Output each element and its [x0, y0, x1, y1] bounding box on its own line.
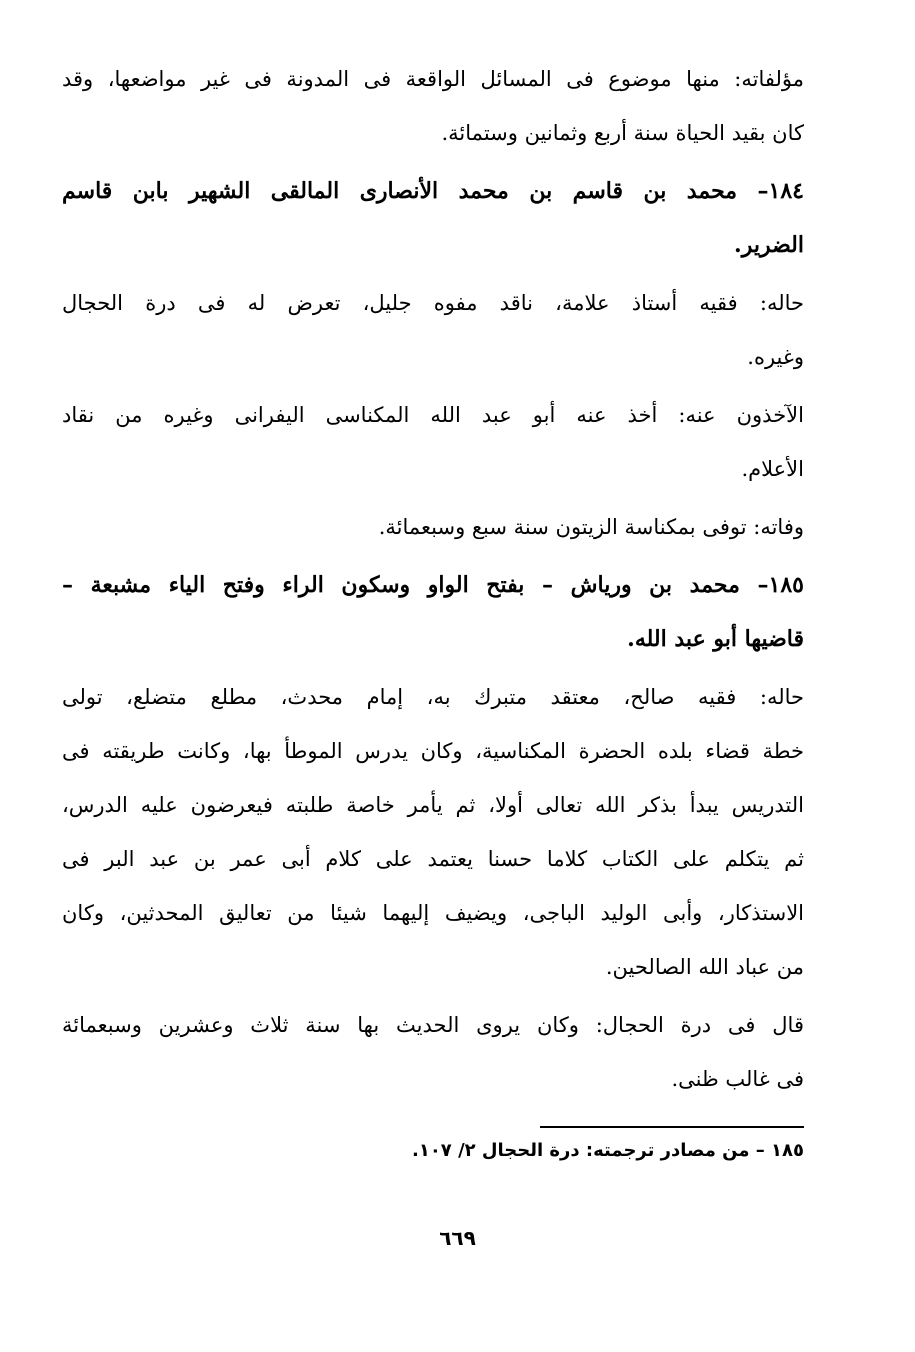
text-line: الأعلام.	[741, 457, 804, 481]
text-line: الآخذون عنه: أخذ عنه أبو عبد الله المكناسى اليفرانى وغيره من نقاد	[62, 403, 804, 427]
text-line: ثم يتكلم على الكتاب كلاما حسنا يعتمد على كلام أبى عمر بن عبد البر فى	[62, 847, 804, 871]
page-body	[62, 52, 804, 1110]
heading-line: الضرير.	[734, 232, 804, 258]
text-line: الاستذكار، وأبى الوليد الباجى، ويضيف إليهما شيئا من تعاليق المحدثين، وكان	[62, 901, 804, 925]
heading-line: ١٨٤– محمد بن قاسم بن محمد الأنصارى المالقى الشهير بابن قاسم	[62, 178, 804, 204]
heading-line: قاضيها أبو عبد الله.	[627, 626, 804, 652]
text-line: من عباد الله الصالحين.	[605, 955, 804, 979]
entry-heading-185	[62, 558, 804, 666]
text-line: حاله: فقيه صالح، معتقد متبرك به، إمام محدث، مطلع متضلع، تولى	[62, 685, 804, 709]
page-number: ٦٦٩	[439, 1226, 476, 1250]
text-line: كان بقيد الحياة سنة أربع وثمانين وستمائة.	[441, 121, 804, 145]
footnote: ١٨٥ – من مصادر ترجمته: درة الحجال ٢/ ١٠٧.	[411, 1140, 804, 1161]
heading-line: ١٨٥– محمد بن ورياش – بفتح الواو وسكون الراء وفتح الياء مشبعة –	[62, 572, 804, 598]
paragraph-death	[62, 500, 804, 554]
footnote-divider	[540, 1126, 804, 1128]
paragraph-quote	[62, 998, 804, 1106]
text-line: قال فى درة الحجال: وكان يروى الحديث بها سنة ثلاث وعشرين وسبعمائة	[62, 1013, 804, 1037]
text-line: حاله: فقيه أستاذ علامة، ناقد مفوه جليل، تعرض له فى درة الحجال	[62, 291, 804, 315]
text-line: فى غالب ظنى.	[671, 1067, 804, 1091]
text-line: خطة قضاء بلده الحضرة المكناسية، وكان يدرس الموطأ بها، وكانت طريقته فى	[62, 739, 804, 763]
paragraph-works	[62, 52, 804, 160]
text-line: التدريس يبدأ بذكر الله تعالى أولا، ثم يأمر خاصة طلبته فيعرضون عليه الدرس،	[62, 793, 804, 817]
text-line: مؤلفاته: منها موضوع فى المسائل الواقعة فى المدونة فى غير مواضعها، وقد	[62, 67, 804, 91]
paragraph-status-185	[62, 670, 804, 994]
paragraph-status	[62, 276, 804, 384]
text-line: وغيره.	[747, 345, 804, 369]
paragraph-students	[62, 388, 804, 496]
entry-heading-184	[62, 164, 804, 272]
text-line: وفاته: توفى بمكناسة الزيتون سنة سبع وسبعمائة.	[378, 515, 804, 539]
